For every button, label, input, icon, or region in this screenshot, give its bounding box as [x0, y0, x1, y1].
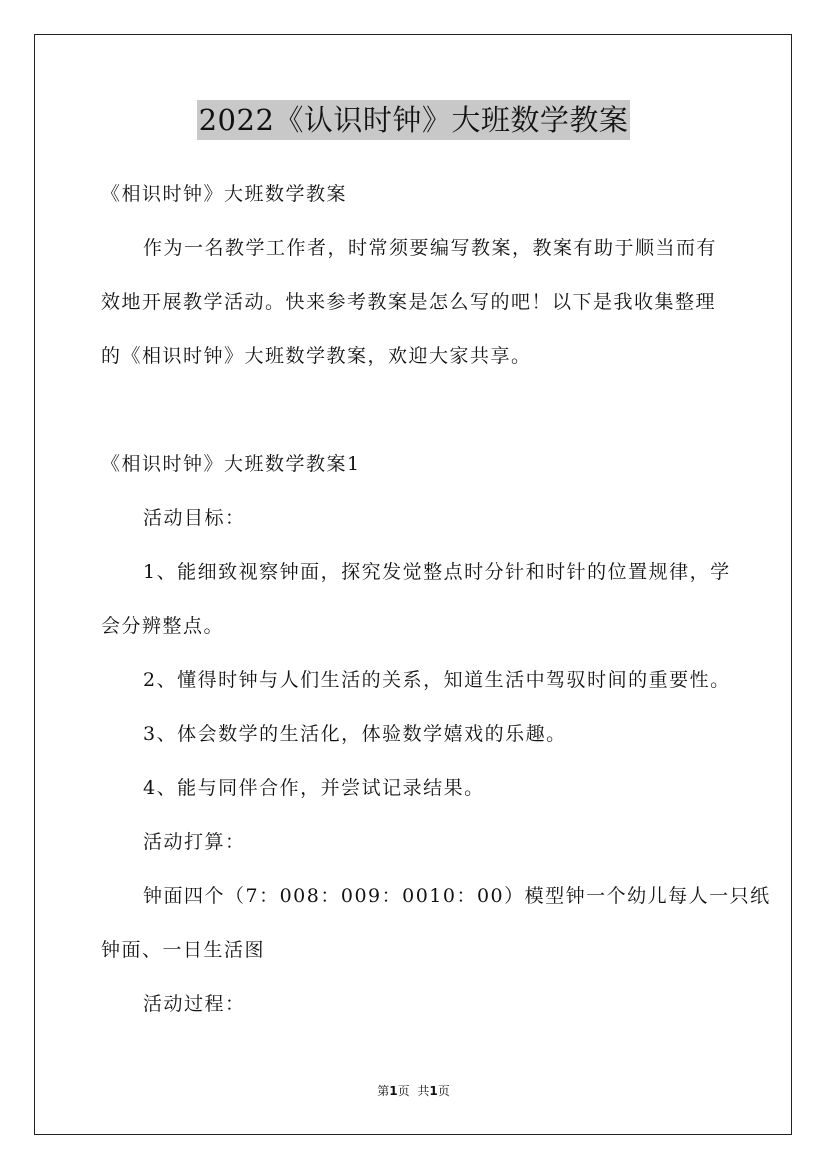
activity-process-heading: 活动过程：: [143, 993, 246, 1015]
activity-goals-heading: 活动目标：: [143, 507, 246, 529]
goal-item-1-continued: 会分辨整点。: [101, 615, 225, 637]
goal-item-1: 1、能细致视察钟面，探究发觉整点时分针和时针的位置规律，学: [143, 561, 731, 583]
goal-item-3: 3、体会数学的生活化，体验数学嬉戏的乐趣。: [143, 723, 567, 745]
page-prefix: 第: [377, 1084, 390, 1098]
title-wrap: [0, 100, 827, 140]
prep-materials-continued: 钟面、一日生活图: [101, 939, 266, 961]
total-prefix: 共: [417, 1084, 430, 1098]
total-pages: 1: [429, 1084, 438, 1098]
page-footer: [0, 1083, 827, 1099]
subtitle-line: 《相识时钟》大班数学教案: [101, 183, 348, 205]
document-title: 2022《认识时钟》大班数学教案: [197, 100, 631, 140]
intro-paragraph-line: 的《相识时钟》大班数学教案，欢迎大家共享。: [101, 345, 532, 367]
section-heading: 《相识时钟》大班数学教案1: [101, 453, 361, 475]
intro-paragraph-line: 效地开展教学活动。快来参考教案是怎么写的吧！以下是我收集整理: [101, 291, 717, 313]
prep-materials-line: 钟面四个（7：008：009：0010：00）模型钟一个幼儿每人一只纸: [143, 885, 771, 907]
page-number: 1: [389, 1084, 398, 1098]
page-suffix: 页: [397, 1084, 410, 1098]
goal-item-4: 4、能与同伴合作，并尝试记录结果。: [143, 777, 485, 799]
total-suffix: 页: [437, 1084, 450, 1098]
intro-paragraph-line: 作为一名教学工作者，时常须要编写教案，教案有助于顺当而有: [143, 237, 718, 259]
activity-prep-heading: 活动打算：: [143, 831, 246, 853]
goal-item-2: 2、懂得时钟与人们生活的关系，知道生活中驾驭时间的重要性。: [143, 669, 731, 691]
